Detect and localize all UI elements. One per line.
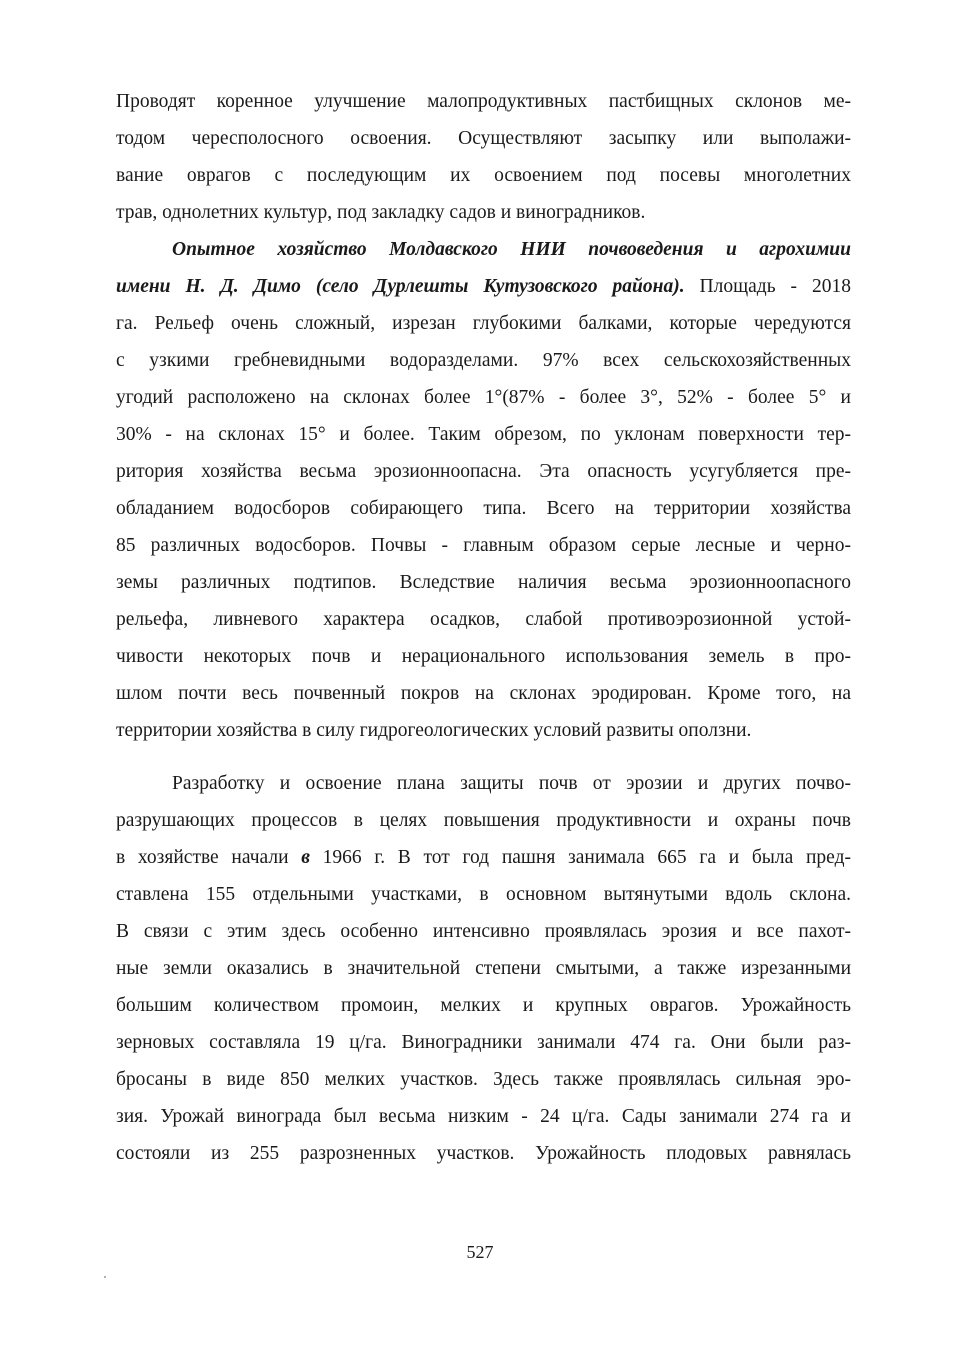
text-line: вание оврагов с последующим их освоением под посевы многолетних [116,165,851,186]
text-line: территории хозяйства в силу гидрогеологических условий развиты оползни. [116,720,752,741]
text-fragment: Площадь - 2018 [684,276,852,297]
text-line: бросаны в виде 850 мелких участков. Здесь также проявлялась сильная эро- [116,1069,851,1090]
text-line: разрушающих процессов в целях повышения продуктивности и охраны почв [116,810,851,831]
text-line: шлом почти весь почвенный покров на склонах эродирован. Кроме того, на [116,683,851,704]
text-line: га. Рельеф очень сложный, изрезан глубокими балками, которые чередуются [116,313,851,334]
italic-preposition: в [301,847,310,868]
text-line: ные земли оказались в значительной степени смытыми, а также изрезанными [116,958,851,979]
text-line: чивости некоторых почв и нерационального использования земель в про- [116,646,851,667]
text-line: состояли из 255 разрозненных участков. Урожайность плодовых равнялась [116,1143,851,1164]
text-line: угодий расположено на склонах более 1°(87% - более 3°, 52% - более 5° и [116,387,851,408]
page-number: 527 [466,1242,494,1262]
text-line: зерновых составляла 19 ц/га. Виноградники занимали 474 га. Они были раз- [116,1032,851,1053]
text-line [116,843,851,873]
section-heading [172,235,851,265]
text-line: Разработку и освоение плана защиты почв от эрозии и других почво- [172,773,851,794]
text-line: с узкими гребневидными водоразделами. 97% всех сельскохозяйственных [116,350,851,371]
heading-italic-text: Опытное хозяйство Молдавского НИИ почвоведения и агрохимии [172,239,851,260]
text-line: Проводят коренное улучшение малопродуктивных пастбищных склонов ме- [116,91,851,112]
text-line: тодом чересполосного освоения. Осуществляют засыпку или выполажи- [116,128,851,149]
text-fragment: в хозяйстве начали [116,847,302,868]
text-line: 30% - на склонах 15° и более. Таким обрезом, по уклонам поверхности тер- [116,424,851,445]
text-line: В связи с этим здесь особенно интенсивно проявлялась эрозия и все пахот- [116,921,851,942]
text-line: рельефа, ливневого характера осадков, слабой противоэрозионной устой- [116,609,851,630]
text-line: ритория хозяйства весьма эрозионноопасна. Эта опасность усугубляется пре- [116,461,851,482]
text-line: зия. Урожай винограда был весьма низким - 24 ц/га. Сады занимали 274 га и [116,1106,851,1127]
text-line: ставлена 155 отдельными участками, в основном вытянутыми вдоль склона. [116,884,851,905]
scan-speck [104,1276,106,1278]
heading-italic-text: имени Н. Д. Димо (село Дурлешты Кутузовского района). [116,276,685,297]
text-line: трав, однолетних культур, под закладку садов и виноградников. [116,202,646,223]
text-fragment: 1966 г. В тот год пашня занимала 665 га и была пред- [309,847,851,868]
text-line: 85 различных водосборов. Почвы - главным образом серые лесные и черно- [116,535,851,556]
text-line: обладанием водосборов собирающего типа. Всего на территории хозяйства [116,498,851,519]
text-line [116,272,851,302]
text-line: земы различных подтипов. Вследствие наличия весьма эрозионноопасного [116,572,851,593]
text-line: большим количеством промоин, мелких и крупных оврагов. Урожайность [116,995,851,1016]
